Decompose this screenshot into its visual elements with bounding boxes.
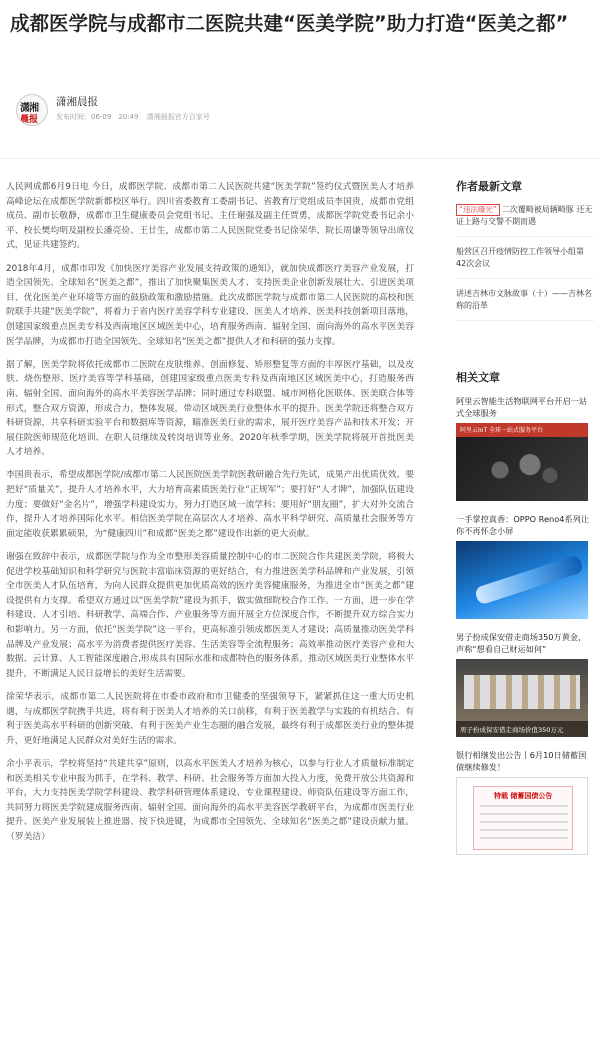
- notice-graphic: [473, 786, 573, 850]
- latest-articles-heading: 作者最新文章: [456, 180, 522, 193]
- news-tag: “违法曝光”: [456, 204, 500, 216]
- related-article-item[interactable]: [456, 631, 594, 737]
- article-paragraph: 人民网成都6月9日电 今日，成都医学院、成都市第二人民医院共建“医美学院”签约仪式暨医美人才培养高峰论坛在成都医学院新都校区举行。四川省委教育工委副书记、省教育厅党组成员李国贵，成都市党组成员、副市长敬静，成都市卫生健康委员会党组书记、主任谢强及副主任贾勇，成都医学院党委书记余小平、校长樊均明及副校长潘亮俭、王廿生，成都市第二人民医院党委书记徐荣华、院长周谦等领导出席仪式，见证共建签约。: [6, 182, 414, 251]
- article-paragraph: 余小平表示，学校将坚持“共建共享”原则，以高水平医美人才培养为核心，以参与行业人才质量标准制定和医美相关专业申报为抓手，在学科、教学、科研、社会服务等方面加大投入力度，免费开放公共资源和平台，大力支持医美学院学科建设、教学科研管理体系建设、专业课程建设、师资队伍建设等方面工作，共同努力将医美学院建成服务西南、辐射全国、面向海外的高水平美容医学教研平台，为成都市医美行业提升、医美产业发展装上推进器、按下快进键，为成都市全国领先、全球知名“医美之都”建设贡献力量。（罗美洁）: [6, 758, 414, 842]
- related-article-thumbnail[interactable]: [456, 423, 588, 501]
- thumbnail-caption: 特载 储蓄国债公告: [494, 792, 553, 800]
- latest-article-item[interactable]: [456, 204, 594, 237]
- related-article-thumbnail[interactable]: [456, 659, 588, 737]
- header-divider: [0, 158, 600, 159]
- thumbnail-caption: 阿里云IoT 全球一站式服务平台: [460, 427, 544, 434]
- phone-graphic: [474, 554, 584, 605]
- related-article-title[interactable]: 男子扮成保安借走商场350万黄金，声称“想看自己财运如何”: [456, 632, 587, 654]
- text-line: [480, 837, 568, 839]
- author-name[interactable]: 潇湘晨报: [56, 96, 98, 108]
- world-map-graphic: [470, 443, 570, 497]
- publish-time: 发布时间：06-09 20:49: [56, 113, 139, 121]
- related-article-item[interactable]: [456, 513, 594, 619]
- related-article-title[interactable]: 一手掌控真香：OPPO Reno4系列让你不再怀念小屏: [456, 514, 590, 536]
- related-article-item[interactable]: [456, 749, 594, 855]
- latest-article-item[interactable]: [456, 246, 594, 279]
- source-label: 潇湘晨报官方百家号: [146, 113, 210, 121]
- related-article-title[interactable]: 银行相继发出公告丨6月10日储蓄国债继续修发！: [456, 750, 587, 772]
- article-paragraph: 据了解，医美学院将依托成都市二医院在皮肤维养、创面修复、矫形整复等方面的丰厚医疗基础，以及皮肤、烧伤整形、医疗美容等学科基础，创建国家级重点医美专科及西南地区区域医美中心，打造服务西南、辐射全国、面向海外的高水平美容医学品牌；同时通过专科联盟、城市网格化医联体、医美联合体等形式，整合双方资源，形成合力，整体发展，带动区域医美行业整体水平的提升。医美学院还将整合双方科研资源，共享科研实验平台和数据库等资源，瞄准医美行业的需求，展开医疗美容产品和技术开发；开展住院医师规范化培训、在职人员继续及转岗培训等业务。2020年秋季学期，医美学院将展开首批医美人才培养。: [6, 359, 414, 458]
- text-line: [480, 829, 568, 831]
- latest-article-text: 讲述吉林市文脉故事（十）——吉林名称的沿革: [456, 289, 592, 310]
- article-paragraph: 徐荣华表示，成都市第二人民医院将在市委市政府和市卫健委的坚强领导下，紧紧抓住这一重大历史机遇，与成都医学院携手共进，将有利于医美人才培养的关口前移，有利于医美教学与实践的有机结合、有利于医美高水平科研的创新突破、有利于医美产业生态圈的融合发展，最终有利于成都医美行业的整体提升，更好地满足人民群众对美好生活的需求。: [6, 691, 414, 746]
- showcase-graphic: [464, 675, 580, 709]
- related-article-item[interactable]: [456, 395, 594, 501]
- article-header: [0, 0, 600, 160]
- author-meta: [56, 112, 216, 122]
- author-avatar[interactable]: [16, 94, 48, 126]
- sidebar: [456, 178, 594, 867]
- article-paragraph: 谢强在致辞中表示，成都医学院与作为全市整形美容质量控制中心的市二医院合作共建医美学院，将极大促进学校基础知识和科学研究与医院丰富临床资源的更好结合，有力推进医美学科品牌和产业发展，引领全市医美人才队伍培育，为向人民群众提供更加优质高效的医疗美容健康服务，为推进全市“医美之都”建设提供有力支撑。希望双方通过以“医美学院”建设为抓手，做实做细院校合作工作。一方面，进一步在学科建设、人才引培、科研教学、高端合作、产业服务等方面开展全方位深度合作，不断提升双方综合实力和影响力。另一方面，依托“医美学院”这一平台，更高标准引领成都医美人才建设；高质量推动医美学科品牌及产业发展；高水平为消费者提供医疗美容、生活美容等全流程服务；高效率推动医疗美容产业和大数据、云计算、人工智能深度融合,形成具有国际水准和成都特色的服务体系，推动区域医美行业整体水平提升，不断满足人民日益增长的美好生活需要。: [6, 552, 414, 679]
- text-line: [480, 821, 568, 823]
- latest-article-text: 二次覆畸被局辆畸豚 还无证上路与交警不期而遇: [456, 205, 593, 226]
- latest-article-text: 船营区召开疫情防控工作领导小组第42次会议: [456, 247, 584, 268]
- thumbnail-caption: 男子扮成保安借走商场价值350万元: [460, 726, 564, 734]
- text-line: [480, 813, 568, 815]
- article-title: 成都医学院与成都市二医院共建“医美学院”助力打造“医美之都”: [10, 12, 569, 35]
- latest-article-item[interactable]: [456, 288, 594, 321]
- article-body: [6, 180, 414, 853]
- avatar-text-bottom: 晨报: [20, 115, 39, 125]
- related-article-title[interactable]: 阿里云智能生活物联网平台开启一站式全球服务: [456, 396, 588, 418]
- article-paragraph: 李国贵表示，希望成都医学院/成都市第二人民医院医美学院医教研融合先行先试，成果产出优质优效。要把好“质量关”，提升人才培养水平，大力培育高素质医美行业“正规军”；要打好“人才牌”，加强队伍建设力度；要做好“金名片”，增强学科建设实力，努力打造区域一流学科；要用好“朋友圈”，扩大对外交流合作，提升人才培养国际化水平。相信医美学院在高层次人才培养、高水平科学研究、高质量社会服务等方面定能收获累累硕果，为“健康四川”和成都“医美之都”建设作出新的更大贡献。: [6, 470, 414, 539]
- article-paragraph: 2018年4月，成都市印发《加快医疗美容产业发展支持政策的通知》，就加快成都医疗美容产业发展，打造全国领先、全球知名“医美之都”，推出了加快聚集医美人才、支持医美企业创新发展壮大、引进医美项目、优化医美产业环境等方面的鼓励政策和激励措施。此次成都医学院与成都市第二人民医院的高校和医院联手共建“医美学院”，将着力于省内医疗美容学科专业建设、医美人才培养、医美科技创新项目落地，创建国家级重点医美专科及西南地区区域医美中心，培育服务西南、辐射全国、面向海外的高水平医美容医学品牌，为成都市打造全国领先、全球知名“医美之都”提供人才和科研的强力支撑。: [6, 263, 414, 347]
- related-article-thumbnail[interactable]: [456, 541, 588, 619]
- author-bar: [10, 90, 410, 130]
- related-articles-heading: 相关文章: [456, 371, 500, 384]
- avatar-text-top: 潇湘: [20, 103, 38, 114]
- text-line: [480, 805, 568, 807]
- related-article-thumbnail[interactable]: [456, 777, 588, 855]
